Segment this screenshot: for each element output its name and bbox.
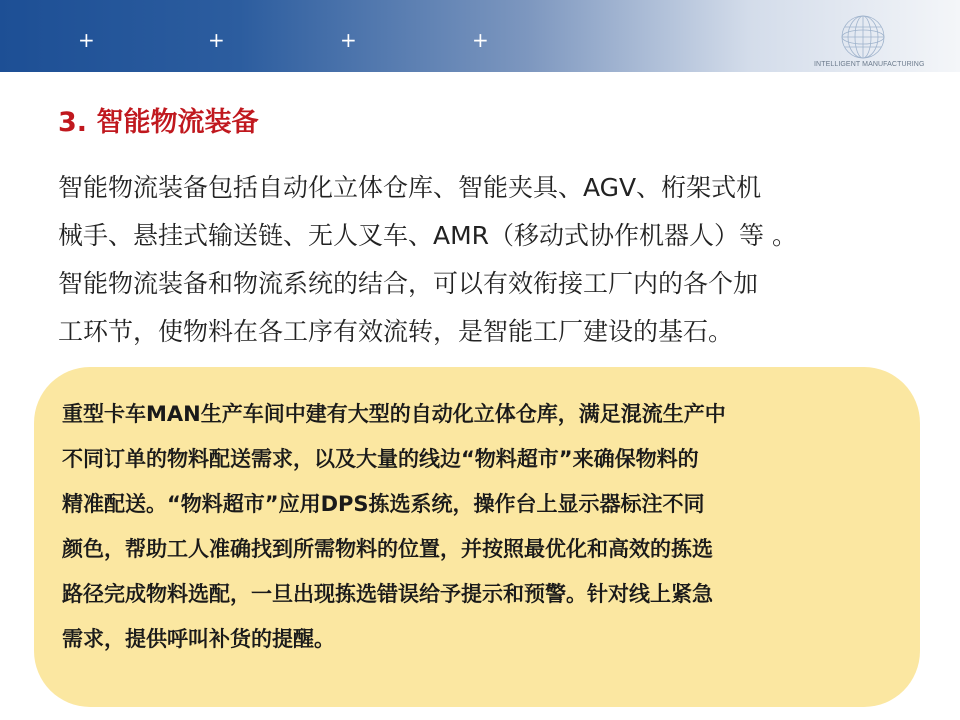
paragraph-line: 智能物流装备包括自动化立体仓库、智能夹具、AGV、桁架式机 bbox=[58, 173, 762, 202]
plus-marker: + bbox=[208, 28, 225, 52]
case-study-line: 精准配送。“物料超市”应用DPS拣选系统，操作台上显示器标注不同 bbox=[62, 492, 705, 516]
case-study-line: 路径完成物料选配，一旦出现拣选错误给予提示和预警。针对线上紧急 bbox=[62, 582, 713, 606]
plus-marker: + bbox=[472, 28, 489, 52]
paragraph-line: 工环节，使物料在各工序有效流转，是智能工厂建设的基石。 bbox=[58, 317, 734, 346]
case-study-text bbox=[62, 392, 912, 662]
case-study-line: 重型卡车MAN生产车间中建有大型的自动化立体仓库，满足混流生产中 bbox=[62, 402, 726, 426]
globe-wireframe-icon bbox=[838, 12, 888, 62]
paragraph-line: 械手、悬挂式输送链、无人叉车、AMR（移动式协作机器人）等 。 bbox=[58, 221, 797, 250]
case-study-line: 需求，提供呼叫补货的提醒。 bbox=[62, 627, 335, 651]
intro-paragraph bbox=[58, 164, 938, 356]
section-heading: 3. 智能物流装备 bbox=[58, 107, 259, 138]
case-study-line: 颜色，帮助工人准确找到所需物料的位置，并按照最优化和高效的拣选 bbox=[62, 537, 713, 561]
plus-marker: + bbox=[78, 28, 95, 52]
case-study-line: 不同订单的物料配送需求，以及大量的线边“物料超市”来确保物料的 bbox=[62, 447, 699, 471]
plus-marker: + bbox=[340, 28, 357, 52]
paragraph-line: 智能物流装备和物流系统的结合，可以有效衔接工厂内的各个加 bbox=[58, 269, 759, 298]
logo-text: INTELLIGENT MANUFACTURING bbox=[814, 61, 925, 68]
